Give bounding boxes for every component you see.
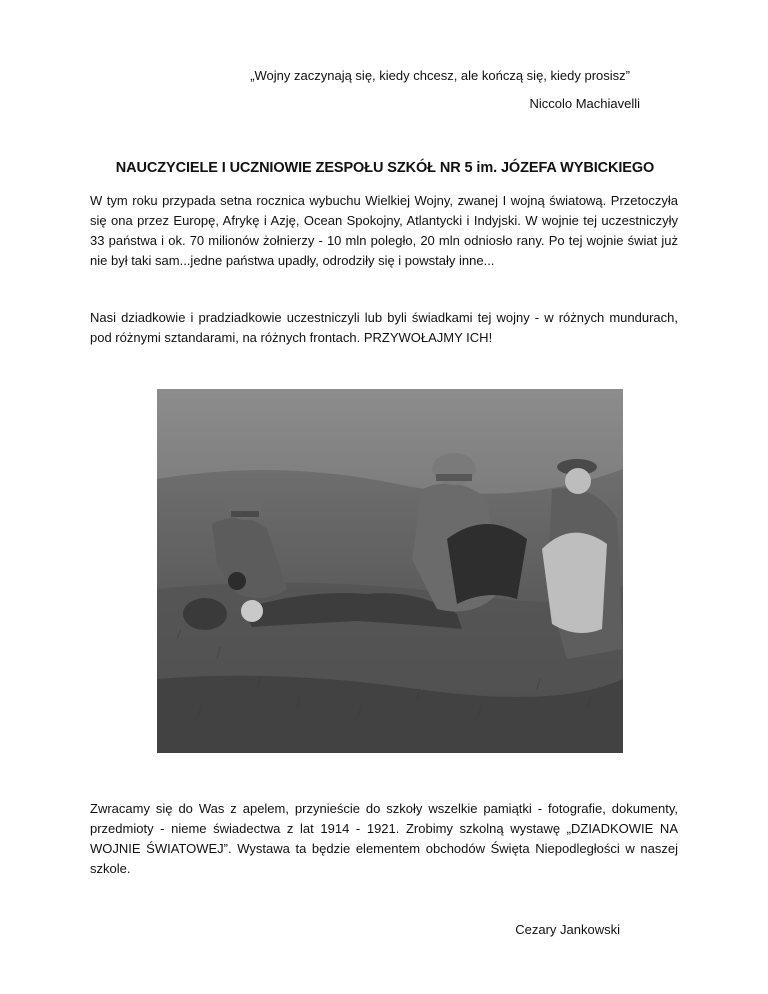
ww1-soldiers-photo [157,389,623,753]
signature: Cezary Jankowski [515,922,620,937]
page-title: NAUCZYCIELE I UCZNIOWIE ZESPOŁU SZKÓŁ NR 5 im. JÓZEFA WYBICKIEGO [115,160,655,176]
intro-paragraph: W tym roku przypada setna rocznica wybuchu Wielkiej Wojny, zwanej I wojną światową. Przetoczyła się ona przez Europę, Afrykę i Azję, Ocean Spokojny, Atlantycki i Indyjski. W wojnie tej uczestniczyły 33 państwa i ok. 70 milionów żołnierzy - 10 mln poległo, 20 mln odniosło rany. Po tej wojnie świat już nie był taki sam...jedne państwa upadły, odrodziły się i powstały inne... [90,193,678,268]
appeal-paragraph: Zwracamy się do Was z apelem, przynieście do szkoły wszelkie pamiątki - fotografie, dokumenty, przedmioty - nieme świadectwa z lat 1914 - 1921. Zrobimy szkolną wystawę „DZIADKOWIE NA WOJNIE ŚWIATOWEJ”. Wystawa ta będzie elementem obchodów Święta Niepodległości w naszej szkole. [90,801,678,876]
epigraph-quote: „Wojny zaczynają się, kiedy chcesz, ale kończą się, kiedy prosisz” [250,68,630,83]
soldiers-field-illustration [157,389,623,753]
epigraph-author: Niccolo Machiavelli [529,96,640,111]
ancestors-paragraph: Nasi dziadkowie i pradziadkowie uczestniczyli lub byli świadkami tej wojny - w różnych mundurach, pod różnymi sztandarami, na różnych frontach. PRZYWOŁAJMY ICH! [90,310,678,345]
